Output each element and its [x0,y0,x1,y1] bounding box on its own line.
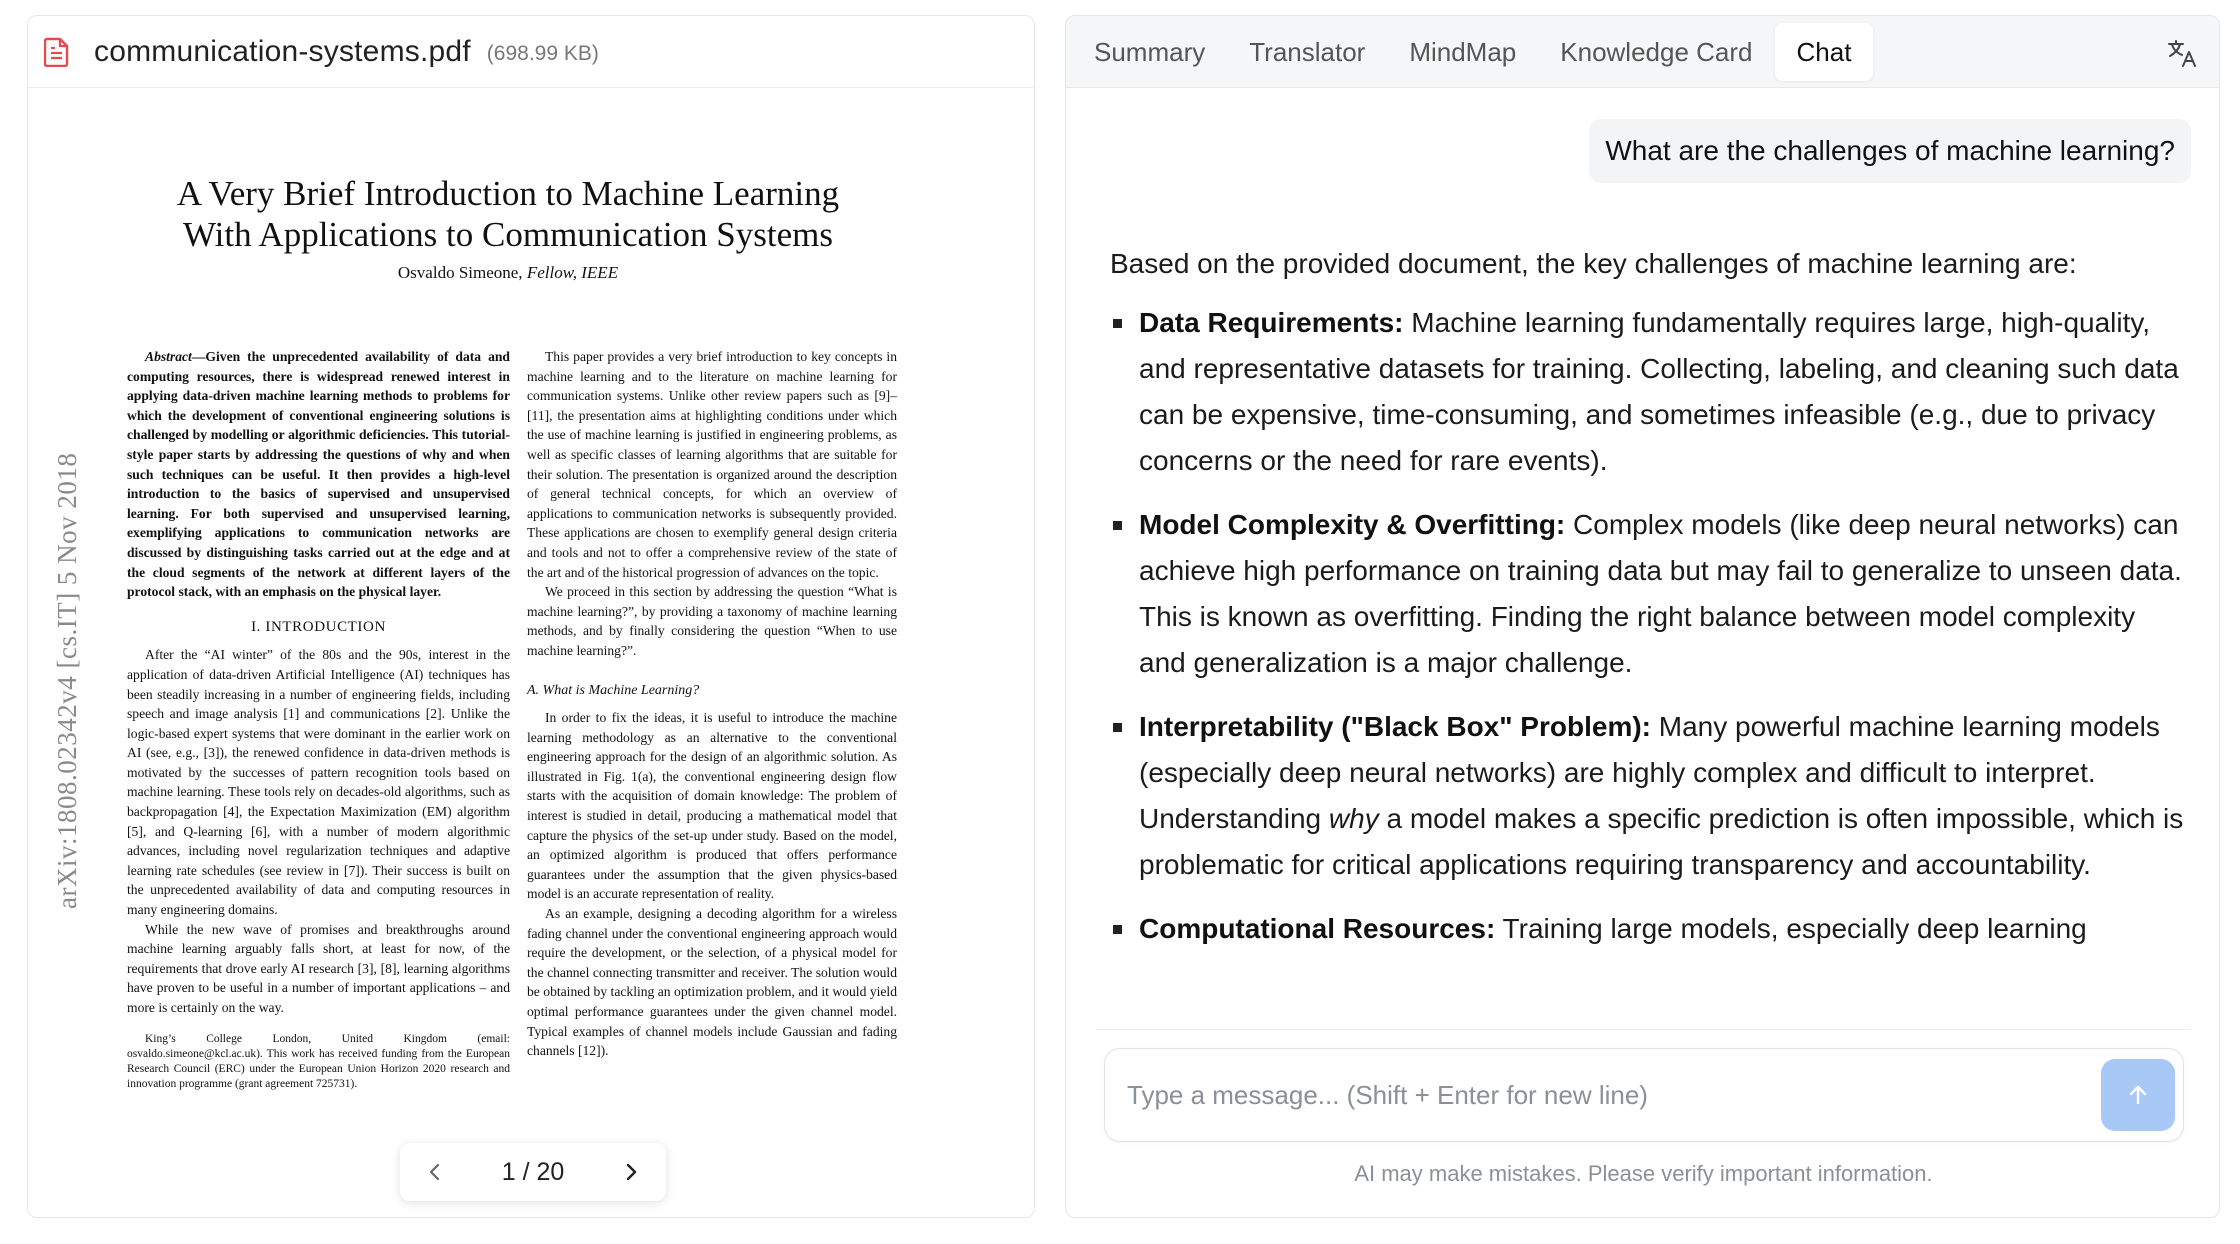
subsection-heading: A. What is Machine Learning? [527,682,700,698]
paper-paragraph: In order to fix the ideas, it is useful to introduce the machine learning methodology as an alternative to the conventional engineering approach for the design of an algorithmic solution. As illustrated in Fig. 1(a), the conventional engineering design flow starts with the acquisition of domain knowledge: The problem of interest is studied in detail, producing a mathematical model that capture the physics of the set-up under study. Based on the model, an optimized algorithm is produced that offers performance guarantees under the assumption that the given physics-based model is an accurate representation of reality. [527,710,897,902]
paper-column-left [127,347,510,1092]
user-message: What are the challenges of machine learning? [1589,119,2191,183]
item-text: a model makes a specific prediction is often impossible, which is problematic for critical applications requiring transparency and accountability. [1139,803,2184,880]
tab-chat[interactable]: Chat [1775,23,1874,81]
divider [1096,1029,2191,1030]
assistant-intro: Based on the provided document, the key challenges of machine learning are: [1110,248,2077,279]
item-text: Many powerful machine learning models (especially deep neural networks) are highly complex and difficult to interpret. Understanding [1139,711,2160,834]
page-indicator: 1 / 20 [501,1157,565,1186]
paper-paragraph: As an example, designing a decoding algorithm for a wireless fading channel under the conventional engineering approach would require the development, or the selection, of a physical model for the channel connecting transmitter and receiver. The solution would be obtained by tackling an optimization problem, and it would yield optimal performance guarantees under the given channel model. Typical examples of channel models include Gaussian and fading channels [12]). [527,906,897,1059]
translate-icon[interactable] [2165,36,2199,70]
paper-footnote: King’s College London, United Kingdom (email: osvaldo.simeone@kcl.ac.uk). This work has received funding from the European Research Council (ERC) under the European Union Horizon 2020 research and innovation programme (grant agreement 725731). [127,1032,510,1090]
chevron-right-icon [621,1162,641,1182]
pdf-viewer-panel [27,15,1035,1218]
pdf-file-icon [44,37,70,67]
tab-translator[interactable]: Translator [1249,36,1366,67]
paper-paragraph: This paper provides a very brief introduction to key concepts in machine learning and to the literature on machine learning for communication systems. Unlike other review papers such as [9]–[11], the presentation aims at highlighting conditions under which the use of machine learning is justified in engineering problems, as well as specific classes of learning algorithms that are suitable for their solution. The presentation is organized around the description of general technical concepts, for which an overview of applications to communication networks is subsequently provided. These applications are chosen to exemplify general design criteria and tools and not to offer a comprehensive review of the state of the art and of the historical progression of advances on the topic. [527,349,897,580]
chat-messages[interactable] [1066,89,2220,1029]
author-name: Osvaldo Simeone, [397,263,523,282]
file-header [28,16,1034,88]
send-button[interactable] [2101,1059,2175,1131]
arxiv-identifier: arXiv:1808.02342v4 [cs.IT] 5 Nov 2018 [52,452,82,909]
assistant-message [1110,244,2185,970]
paper-paragraph: While the new wave of promises and breakthroughs around machine learning arguably falls short, at least for now, of the requirements that drove early AI research [3], [8], learning algorithms have proven to be useful in a number of important applications – and more is certainly on the way. [127,921,510,1015]
item-text: Training large models, especially deep learning [1495,913,2087,944]
paper-author [108,263,908,283]
author-role: Fellow, IEEE [526,263,619,282]
tab-summary[interactable]: Summary [1094,36,1206,67]
paper-paragraph: After the “AI winter” of the 80s and the 90s, interest in the application of data-driven Artificial Intelligence (AI) techniques has been steadily increasing in a number of engineering fields, including speech and image analysis [1] and communications [2]. Unlike the logic-based expert systems that were dominant in the earlier work on AI (see, e.g., [3]), the renewed confidence in data-driven methods is motivated by the successes of pattern recognition tools based on machine learning. These tools rely on decades-old algorithms, such as backpropagation [4], the Expectation Maximization (EM) algorithm [5], and Q-learning [6], with a number of modern algorithmic advances, including novel regularization techniques and adaptive learning rate schedules (see review in [7]). Their success is built on the unprecedented availability of data and computing resources in many engineering domains. [127,647,510,918]
pdf-page-view[interactable] [28,89,1035,1218]
section-heading: I. INTRODUCTION [251,618,386,635]
paper-title-line: With Applications to Communication Systems [183,215,833,254]
message-input[interactable] [1127,1071,2087,1119]
list-item [1110,906,2185,952]
ai-disclaimer: AI may make mistakes. Please verify important information. [1354,1161,1933,1186]
message-composer [1104,1048,2184,1142]
item-emphasis: why [1328,803,1379,834]
paper-column-right [527,347,897,1061]
item-title: Data Requirements: [1139,307,1404,338]
file-name: communication-systems.pdf [94,34,471,68]
item-title: Interpretability ("Black Box" Problem): [1139,711,1651,742]
chevron-left-icon [425,1162,445,1182]
paper-paragraph: We proceed in this section by addressing the question “What is machine learning?”, by providing a taxonomy of machine learning methods, and by finally considering the question “When to use machine learning?”. [527,584,897,658]
paper-abstract [127,347,510,602]
page-navigator [400,1143,666,1201]
ai-assistant-panel [1065,15,2220,1218]
list-item [1110,300,2185,484]
tab-mindmap[interactable]: MindMap [1409,36,1517,67]
pdf-page [52,89,908,1218]
list-item [1110,704,2185,888]
tool-tabs [1066,16,2219,88]
item-title: Model Complexity & Overfitting: [1139,509,1566,540]
next-page-button[interactable] [614,1155,648,1189]
abstract-label: Abstract [145,349,192,364]
item-text: Machine learning fundamentally requires large, high-quality, and representative datasets for training. Collecting, labeling, and cleaning such data can be expensive, time-consuming, and sometimes infeasible (e.g., due to privacy concerns or the need for rare events). [1139,307,2179,476]
file-size: (698.99 KB) [486,41,599,65]
list-item [1110,502,2185,686]
prev-page-button[interactable] [418,1155,452,1189]
tab-knowledge-card[interactable]: Knowledge Card [1560,36,1753,67]
abstract-text: —Given the unprecedented availability of data and computing resources, there is widespread renewed interest in applying data-driven machine learning methods to problems for which the development of conventional engineering solutions is challenged by modelling or algorithmic deficiencies. This tutorial-style paper starts by addressing the questions of why and when such techniques can be useful. It then provides a high-level introduction to the basics of supervised and unsupervised learning. For both supervised and unsupervised learning, exemplifying applications to communication networks are discussed by distinguishing tasks carried out at the edge and at the cloud segments of the network at different layers of the protocol stack, with an emphasis on the physical layer. [127,349,510,600]
arrow-up-icon [2125,1082,2151,1108]
paper-title-line: A Very Brief Introduction to Machine Learning [176,174,840,213]
challenge-list [1110,300,2185,952]
item-text: Complex models (like deep neural networks) can achieve high performance on training data but may fail to generalize to unseen data. This is known as overfitting. Finding the right balance between model complexity and generalization is a major challenge. [1139,509,2182,678]
item-title: Computational Resources: [1139,913,1496,944]
paper-title [108,173,908,255]
